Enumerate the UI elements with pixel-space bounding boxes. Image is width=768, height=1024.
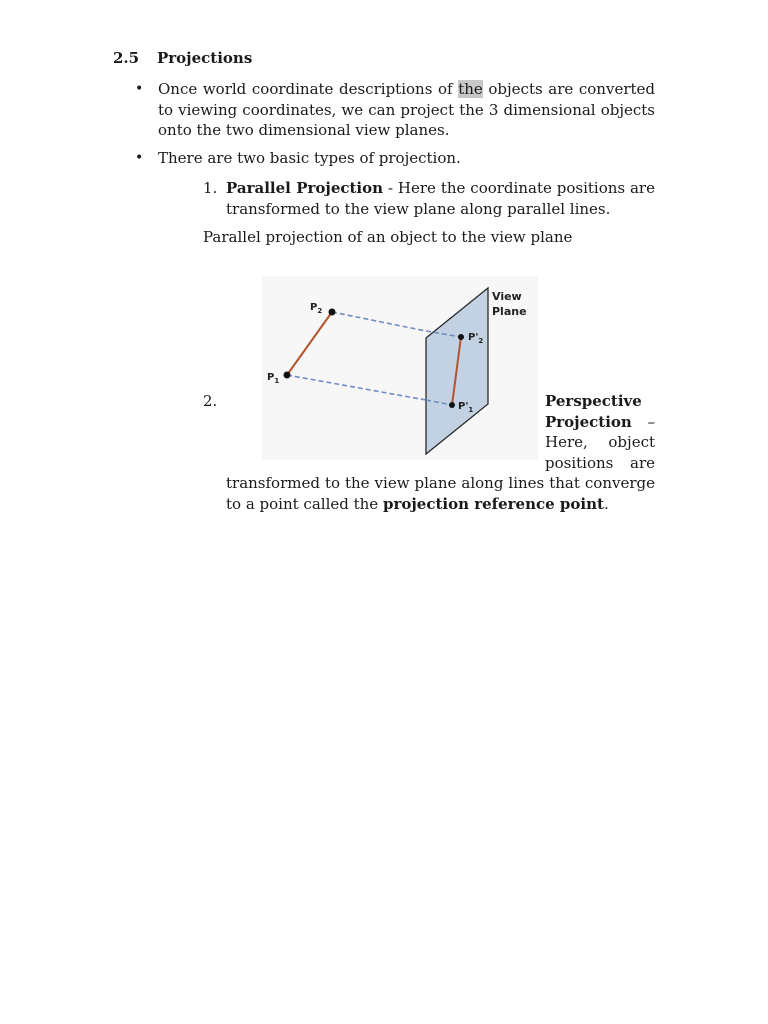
item-2-continuation xyxy=(226,473,655,514)
bullet-1-text-start: Once world coordinate descriptions of xyxy=(158,80,459,98)
point-p2-projected xyxy=(458,334,464,340)
bullet-paragraph-1 xyxy=(158,79,655,141)
label-p1-projected: $P'_1$ xyxy=(458,401,474,414)
item-2-side-line-1 xyxy=(545,432,655,453)
point-p1 xyxy=(284,372,291,379)
diagram-svg xyxy=(262,276,538,460)
label-p2-projected: $P'_2$ xyxy=(468,332,484,345)
item-2-side-text xyxy=(545,391,655,473)
item-2-dash: – xyxy=(647,412,655,431)
projector-line-p1 xyxy=(287,375,426,400)
item-1-paragraph xyxy=(226,178,655,219)
object-segment xyxy=(287,312,332,375)
section-title: Projections xyxy=(157,49,253,67)
highlighted-word: the xyxy=(458,80,483,98)
side-word: positions xyxy=(545,453,614,472)
item-2-bold-term: projection reference point xyxy=(382,494,604,513)
item-2-side-line-2 xyxy=(545,453,655,474)
section-number: 2.5 xyxy=(113,49,140,67)
figure-caption: Parallel projection of an object to the view plane xyxy=(203,228,573,246)
section-heading xyxy=(113,48,252,69)
label-p1: $P_1$ xyxy=(267,372,280,385)
item-2-term-part-2: Projection xyxy=(545,412,632,431)
side-word: object xyxy=(608,433,655,451)
parallel-projection-diagram xyxy=(262,276,538,460)
point-p2 xyxy=(329,309,336,316)
item-2-term-line-2 xyxy=(545,412,655,433)
label-p2: $P_2$ xyxy=(310,302,323,315)
item-2-period: . xyxy=(603,494,609,513)
bullet-marker: • xyxy=(135,150,144,166)
view-plane-label-line-2: Plane xyxy=(492,305,527,318)
bullet-marker: • xyxy=(135,81,144,97)
side-word: Here, xyxy=(545,433,588,451)
view-plane-label-line-1: View xyxy=(492,290,522,303)
side-word: are xyxy=(630,453,655,472)
item-2-term-line-1 xyxy=(545,391,655,412)
item-1-text: - Here the coordinate positions are transformed to the view plane along parallel lines. xyxy=(226,179,655,218)
point-p1-projected xyxy=(449,402,455,408)
item-1-term: Parallel Projection xyxy=(226,179,384,197)
bullet-paragraph-2: There are two basic types of projection. xyxy=(158,149,461,167)
item-2-number: 2. xyxy=(203,392,218,410)
item-2-term-part-1: Perspective xyxy=(545,392,642,410)
bullet-1-text-end: objects are converted to viewing coordinates, we can project the 3 dimensional objects onto the two dimensional view planes. xyxy=(158,80,655,139)
projector-line-p2 xyxy=(332,312,426,331)
item-2-continuation-text: transformed to the view plane along lines that converge to a point called the xyxy=(226,474,655,513)
item-1-number: 1. xyxy=(203,179,218,197)
